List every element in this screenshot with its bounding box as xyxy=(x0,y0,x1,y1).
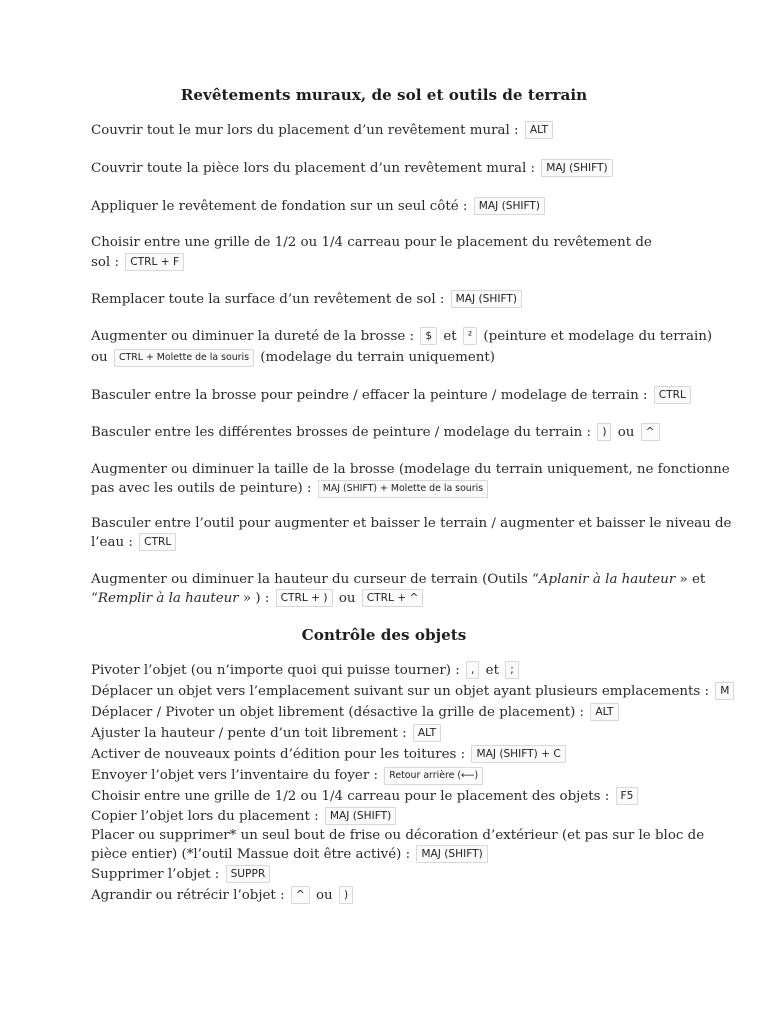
shortcut-key: M xyxy=(715,682,734,700)
tool-name: Remplir à la hauteur xyxy=(97,591,239,606)
shortcut-item xyxy=(91,386,691,406)
shortcut-description: Augmenter ou diminuer la dureté de la brosse : xyxy=(91,329,415,344)
shortcut-description: Placer ou supprimer* un seul bout de frise ou décoration d’extérieur (et pas sur le bloc de xyxy=(91,828,705,843)
shortcut-item xyxy=(91,787,691,807)
shortcut-description: Appliquer le revêtement de fondation sur un seul côté : xyxy=(91,199,468,214)
shortcut-description: Couvrir toute la pièce lors du placement d’un revêtement mural : xyxy=(91,161,536,176)
shortcut-description: Choisir entre une grille de 1/2 ou 1/4 carreau pour le placement des objets : xyxy=(91,789,610,804)
shortcut-description-part: » et xyxy=(675,572,706,587)
shortcut-description-part: Augmenter ou diminuer la hauteur du curseur de terrain (Outils “ xyxy=(91,572,539,587)
shortcut-description: Déplacer / Pivoter un objet librement (désactive la grille de placement) : xyxy=(91,705,585,720)
shortcut-description: pièce entier) (*l’outil Massue doit être activé) : xyxy=(91,847,411,862)
section-title: Contrôle des objets xyxy=(301,626,467,644)
connector-text: et xyxy=(485,663,499,678)
shortcut-description: l’eau : xyxy=(91,535,133,550)
shortcut-key: MAJ (SHIFT) xyxy=(474,197,545,215)
shortcut-description-part: » ) : xyxy=(238,591,270,606)
shortcut-item xyxy=(91,197,691,217)
shortcut-key: $ xyxy=(420,327,437,345)
shortcut-item xyxy=(91,533,691,553)
connector-text: et xyxy=(443,329,457,344)
shortcut-item xyxy=(91,724,691,744)
shortcut-description: Déplacer un objet vers l’emplacement suivant sur un objet ayant plusieurs emplacements : xyxy=(91,684,710,699)
shortcut-item xyxy=(91,682,730,702)
tool-name: Aplanir à la hauteur xyxy=(538,572,676,587)
shortcut-item xyxy=(91,589,691,609)
shortcut-item xyxy=(91,253,691,273)
shortcut-key: Retour arrière (⟵) xyxy=(384,767,483,785)
shortcut-item xyxy=(91,121,691,141)
shortcut-key: ALT xyxy=(590,703,618,721)
shortcut-key: ² xyxy=(463,327,477,345)
shortcut-key: ) xyxy=(339,886,353,904)
section-title: Revêtements muraux, de sol et outils de terrain xyxy=(180,86,588,104)
shortcut-description: Choisir entre une grille de 1/2 ou 1/4 carreau pour le placement du revêtement de xyxy=(91,235,652,250)
connector-text: ou xyxy=(338,591,356,606)
shortcut-item xyxy=(91,159,691,179)
shortcut-description: Supprimer l’objet : xyxy=(91,867,220,882)
shortcut-item xyxy=(91,745,691,765)
shortcut-item xyxy=(91,807,691,827)
shortcut-description: Remplacer toute la surface d’un revêtement de sol : xyxy=(91,292,445,307)
shortcut-item xyxy=(91,327,713,347)
shortcut-item xyxy=(91,886,691,906)
shortcut-key: , xyxy=(466,661,479,679)
shortcut-description: Copier l’objet lors du placement : xyxy=(91,809,319,824)
shortcut-key: ^ xyxy=(641,423,660,441)
shortcut-description: Activer de nouveaux points d’édition pour les toitures : xyxy=(91,747,466,762)
shortcut-description: Couvrir tout le mur lors du placement d’un revêtement mural : xyxy=(91,123,519,138)
shortcut-description: Basculer entre la brosse pour peindre / effacer la peinture / modelage de terrain : xyxy=(91,388,648,403)
shortcut-description: sol : xyxy=(91,255,119,270)
shortcut-description: pas avec les outils de peinture) : xyxy=(91,481,312,496)
shortcut-item xyxy=(91,290,691,310)
connector-text: ou xyxy=(617,425,635,440)
shortcut-item xyxy=(91,845,691,865)
shortcut-key: CTRL xyxy=(139,533,176,551)
shortcut-key: MAJ (SHIFT) xyxy=(416,845,487,863)
shortcut-item xyxy=(91,703,691,723)
shortcut-key: MAJ (SHIFT) + C xyxy=(471,745,565,763)
connector-text: ou xyxy=(91,350,108,365)
shortcut-key: CTRL + Molette de la souris xyxy=(114,349,254,367)
shortcut-note: (peinture et modelage du terrain) xyxy=(483,329,713,344)
shortcut-item xyxy=(91,865,691,885)
shortcut-key: MAJ (SHIFT) xyxy=(541,159,612,177)
shortcut-description: Basculer entre les différentes brosses de peinture / modelage du terrain : xyxy=(91,425,592,440)
shortcut-key: MAJ (SHIFT) xyxy=(451,290,522,308)
shortcut-key: ALT xyxy=(413,724,441,742)
shortcut-item xyxy=(91,766,691,786)
shortcut-note: (modelage du terrain uniquement) xyxy=(260,350,495,365)
connector-text: ou xyxy=(316,888,333,903)
shortcut-description: Augmenter ou diminuer la taille de la brosse (modelage du terrain uniquement, ne fonctionne xyxy=(91,462,730,477)
shortcut-key: SUPPR xyxy=(226,865,271,883)
shortcut-description xyxy=(91,570,706,590)
shortcut-item xyxy=(91,661,691,681)
shortcut-key: F5 xyxy=(616,787,639,805)
shortcut-description: Ajuster la hauteur / pente d’un toit librement : xyxy=(91,726,407,741)
shortcut-key: MAJ (SHIFT) xyxy=(325,807,396,825)
shortcut-description-part: “ xyxy=(91,591,98,606)
shortcut-key: MAJ (SHIFT) + Molette de la souris xyxy=(318,480,488,498)
shortcut-description: Pivoter l’objet (ou n’importe quoi qui puisse tourner) : xyxy=(91,663,460,678)
shortcut-description: Basculer entre l’outil pour augmenter et baisser le terrain / augmenter et baisser le niveau de xyxy=(91,516,732,531)
shortcut-key: ^ xyxy=(291,886,310,904)
shortcut-description: Agrandir ou rétrécir l’objet : xyxy=(91,888,285,903)
shortcut-item xyxy=(91,348,691,368)
shortcut-item xyxy=(91,479,691,499)
shortcut-key: ALT xyxy=(525,121,553,139)
shortcut-key: ) xyxy=(597,423,611,441)
shortcut-description: Envoyer l’objet vers l’inventaire du foyer : xyxy=(91,768,378,783)
shortcut-key: CTRL + ) xyxy=(276,589,333,607)
shortcut-key: CTRL + ^ xyxy=(362,589,424,607)
shortcut-item xyxy=(91,423,691,443)
shortcut-key: ; xyxy=(505,661,519,679)
shortcut-key: CTRL xyxy=(654,386,691,404)
shortcut-key: CTRL + F xyxy=(125,253,184,271)
